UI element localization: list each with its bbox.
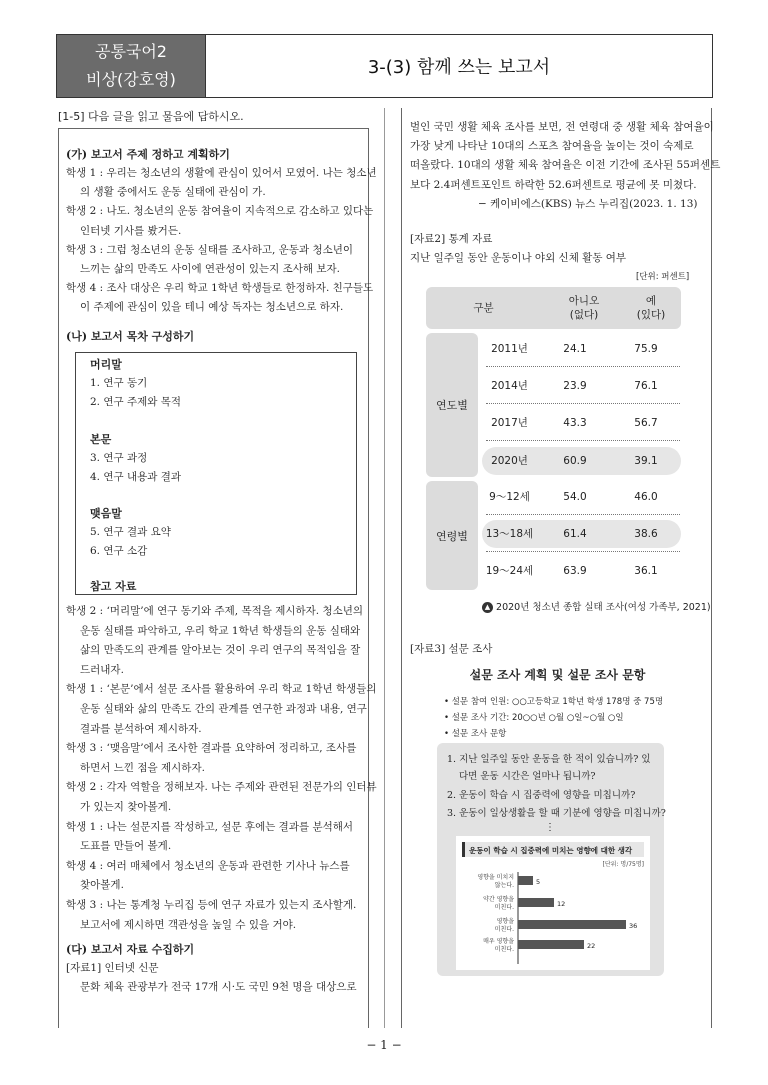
chart-unit: [단위: 명/75명]	[602, 861, 644, 868]
category-label: 영향을	[496, 918, 514, 925]
table-row	[482, 557, 681, 585]
material1-line: 보다 2.4퍼센트포인트 하락한 52.6퍼센트로 평균에 못 미쳤다.	[410, 178, 697, 191]
table-row	[482, 335, 681, 363]
toc-intro-heading: 머리말	[90, 358, 122, 371]
row-divider	[486, 403, 680, 404]
row-divider	[486, 514, 680, 515]
toc-body-heading: 본문	[90, 433, 112, 446]
dialogue-line: 학생 3 : ‘맺음말’에서 조사한 결과를 요약하여 정리하고, 조사를	[66, 742, 357, 755]
data-label: 12	[557, 900, 566, 908]
col-yes-header: 예 (있다)	[636, 295, 666, 321]
cell-no: 61.4	[563, 528, 587, 540]
cell-yes: 36.1	[634, 565, 658, 577]
table-row	[482, 409, 681, 437]
dialogue-line: 드러내자.	[80, 663, 124, 676]
row-label: 2014년	[491, 380, 528, 392]
category-label: 않는다.	[494, 882, 514, 889]
data-label: 36	[629, 922, 638, 930]
survey-title: 설문 조사 계획 및 설문 조사 문항	[469, 668, 646, 682]
data-label: 5	[536, 878, 541, 886]
row-label: 2017년	[491, 417, 528, 429]
dialogue-line: 학생 1 : 나는 설문지를 작성하고, 설문 후에는 결과를 분석해서	[66, 820, 354, 833]
dialogue-line: 보고서에 제시하면 객관성을 높일 수 있을 거야.	[80, 918, 297, 931]
row-label: 13～18세	[485, 528, 534, 540]
group-age-label: 연령별	[426, 481, 478, 590]
dialogue-line: 학생 1 : 우리는 청소년의 생활에 관심이 있어서 모였어. 나는 청소년	[66, 167, 377, 179]
dialogue-line: 인터넷 기사를 봤거든.	[80, 224, 182, 237]
column-divider	[384, 108, 385, 1028]
data-label: 22	[587, 942, 596, 950]
table-row	[482, 520, 681, 548]
page-number: − 1 −	[366, 1038, 402, 1052]
toc-item: 4. 연구 내용과 결과	[90, 471, 182, 483]
bar	[518, 876, 533, 885]
dialogue-line: 학생 2 : 나도. 청소년의 운동 참여율이 지속적으로 감소하고 있다는	[66, 205, 374, 218]
dialogue-line: 하면서 느낀 점을 제시하자.	[80, 761, 205, 774]
subject-block	[57, 35, 205, 97]
up-arrow-icon: ▲	[482, 602, 493, 613]
dialogue-line: 도표를 만들어 볼게.	[80, 840, 172, 853]
dialogue-line: 이 주제에 관심이 있을 테니 예상 독자는 청소년으로 하자.	[80, 301, 344, 314]
section-heading-na: (나) 보고서 목차 구성하기	[66, 330, 195, 343]
dialogue-line: 학생 4 : 여러 매체에서 청소년의 운동과 관련한 기사나 뉴스를	[66, 859, 350, 872]
dialogue-line: 의 생활 중에서도 운동 실태에 관심이 가.	[80, 186, 266, 199]
table-source	[482, 598, 711, 617]
bar-chart	[456, 836, 650, 970]
chart-title: 운동이 학습 시 집중력에 미치는 영향에 대한 생각	[469, 846, 633, 855]
dialogue-line: 학생 3 : 나는 통계청 누리집 등에 연구 자료가 있는지 조사할게.	[66, 899, 357, 911]
unit-label: [단위: 퍼센트]	[636, 272, 690, 282]
dialogue-line: 찾아볼게.	[80, 879, 124, 892]
dialogue-line: 학생 2 : 각자 역할을 정해보자. 나는 주제와 관련된 전문가의 인터뷰	[66, 781, 377, 794]
row-divider	[486, 551, 680, 552]
table-row	[482, 447, 681, 475]
category-label: 미친다.	[494, 946, 514, 953]
dialogue-line: 학생 3 : 그럼 청소년의 운동 실태를 조사하고, 운동과 청소년이	[66, 243, 354, 256]
subject-name: 공통국어2	[94, 42, 167, 61]
section-heading-ga: (가) 보고서 주제 정하고 계획하기	[66, 148, 230, 161]
bar	[518, 940, 584, 949]
cell-yes: 39.1	[634, 455, 658, 467]
material1-source: − 케이비에스(KBS) 뉴스 누리집(2023. 1. 13)	[478, 198, 698, 210]
cell-yes: 38.6	[634, 528, 658, 540]
page-title: 3-(3) 함께 쓰는 보고서	[205, 35, 712, 97]
table-source-text: 2020년 청소년 종합 실태 조사(여성 가족부, 2021)	[496, 602, 711, 613]
bar-chart-svg	[456, 836, 650, 970]
group-year-label: 연도별	[426, 333, 478, 477]
material3-label: [자료3] 설문 조사	[410, 643, 493, 655]
table-row	[482, 483, 681, 511]
cell-yes: 75.9	[634, 343, 658, 355]
question-line: 2. 운동이 학습 시 집중력에 영향을 미칩니까?	[447, 790, 636, 801]
survey-bullet-text: 설문 참여 인원: ○○고등학교 1학년 학생 178명 중 75명	[451, 697, 664, 707]
toc-item: 2. 연구 주제와 목적	[90, 396, 182, 408]
row-label: 9～12세	[489, 491, 530, 503]
dialogue-line: 학생 4 : 조사 대상은 우리 학교 1학년 학생들로 한정하자. 친구들도	[66, 282, 374, 295]
dialogue-line: 가 있는지 찾아볼게.	[80, 801, 172, 813]
toc-end-heading: 맺음말	[90, 507, 122, 520]
dialogue-line: 운동 실태를 파악하고, 우리 학교 1학년 학생들의 운동 실태와	[80, 624, 361, 637]
cell-no: 43.3	[563, 417, 587, 429]
publisher-name: 비상(강호영)	[86, 70, 176, 89]
row-divider	[486, 366, 680, 367]
page-header	[56, 34, 713, 98]
material2-label: [자료2] 통계 자료	[410, 233, 493, 245]
material1-text: 문화 체육 관광부가 전국 17개 시·도 국민 9천 명을 대상으로	[80, 981, 357, 993]
question-line: 1. 지난 일주일 동안 운동을 한 적이 있습니까? 있	[447, 754, 651, 765]
material1-line: 떠올랐다. 10대의 생활 체육 참여율은 이전 기간에 조사된 55퍼센트	[410, 159, 721, 172]
material1-label: [자료1] 인터넷 신문	[66, 962, 159, 974]
toc-item: 5. 연구 결과 요약	[90, 526, 171, 538]
section-heading-da: (다) 보고서 자료 수집하기	[66, 943, 195, 956]
row-divider	[486, 440, 680, 441]
cell-no: 23.9	[563, 380, 587, 392]
chart-title-accent	[462, 842, 465, 857]
dialogue-line: 학생 1 : ‘본문’에서 설문 조사를 활용하여 우리 학교 1학년 학생들의	[66, 683, 377, 696]
survey-bullet: • 설문 참여 인원: ○○고등학교 1학년 학생 178명 중 75명	[444, 697, 664, 707]
cell-yes: 76.1	[634, 380, 658, 392]
cell-yes: 56.7	[634, 417, 658, 429]
cell-no: 54.0	[563, 491, 587, 503]
bar	[518, 920, 626, 929]
category-label: 미친다.	[494, 904, 514, 911]
question-line: 다면 운동 시간은 얼마나 됩니까?	[459, 771, 596, 782]
material1-line: 가장 낮게 나타난 10대의 스포츠 참여율을 높이는 것이 숙제로	[410, 140, 694, 153]
toc-item: 6. 연구 소감	[90, 545, 148, 557]
bar	[518, 898, 554, 907]
category-label: 미친다.	[494, 926, 514, 933]
table-row	[482, 372, 681, 400]
cell-no: 60.9	[563, 455, 587, 467]
dialogue-line: 삶의 만족도의 관계를 알아보는 것이 우리 연구의 목적임을 잘	[80, 644, 361, 657]
cell-no: 63.9	[563, 565, 587, 577]
row-label: 19～24세	[485, 565, 534, 577]
ellipsis: ⋮	[545, 822, 555, 833]
dialogue-line: 학생 2 : ‘머리말’에 연구 동기와 주제, 목적을 제시하자. 청소년의	[66, 605, 364, 617]
category-label: 영향을 미치지	[477, 874, 514, 881]
toc-item: 3. 연구 과정	[90, 452, 148, 464]
dialogue-line: 결과를 분석하여 제시하자.	[80, 722, 202, 735]
dialogue-line: 느끼는 삶의 만족도 사이에 연관성이 있는지 조사해 보자.	[80, 263, 340, 275]
col-no-header: 아니오 (없다)	[568, 295, 600, 321]
cell-yes: 46.0	[634, 491, 658, 503]
material1-line: 벌인 국민 생활 체육 조사를 보면, 전 연령대 중 생활 체육 참여율이	[410, 121, 714, 133]
category-label: 매우 영향을	[483, 938, 514, 945]
question-line: 3. 운동이 일상생활을 할 때 기분에 영향을 미칩니까?	[447, 808, 666, 819]
survey-bullet: • 설문 조사 문항	[444, 729, 507, 739]
dialogue-line: 운동 실태와 삶의 만족도 간의 관계를 연구한 과정과 내용, 연구	[80, 703, 367, 715]
survey-bullet-text: 설문 조사 기간: 20○○년 ○월 ○일~○월 ○일	[451, 713, 624, 723]
instruction: [1-5] 다음 글을 읽고 물음에 답하시오.	[58, 110, 244, 123]
cell-no: 24.1	[563, 343, 587, 355]
material2-caption: 지난 일주일 동안 운동이나 야외 신체 활동 여부	[410, 252, 627, 264]
survey-bullet-text: 설문 조사 문항	[451, 729, 507, 739]
table-of-contents-box	[75, 352, 357, 595]
row-label: 2020년	[491, 455, 528, 467]
toc-ref-heading: 참고 자료	[90, 580, 137, 593]
col-group-header: 구분	[473, 302, 494, 314]
row-label: 2011년	[491, 343, 528, 355]
table-header	[426, 287, 681, 329]
survey-bullet: • 설문 조사 기간: 20○○년 ○월 ○일~○월 ○일	[444, 713, 624, 723]
toc-item: 1. 연구 동기	[90, 377, 148, 389]
category-label: 약간 영향을	[483, 896, 514, 903]
